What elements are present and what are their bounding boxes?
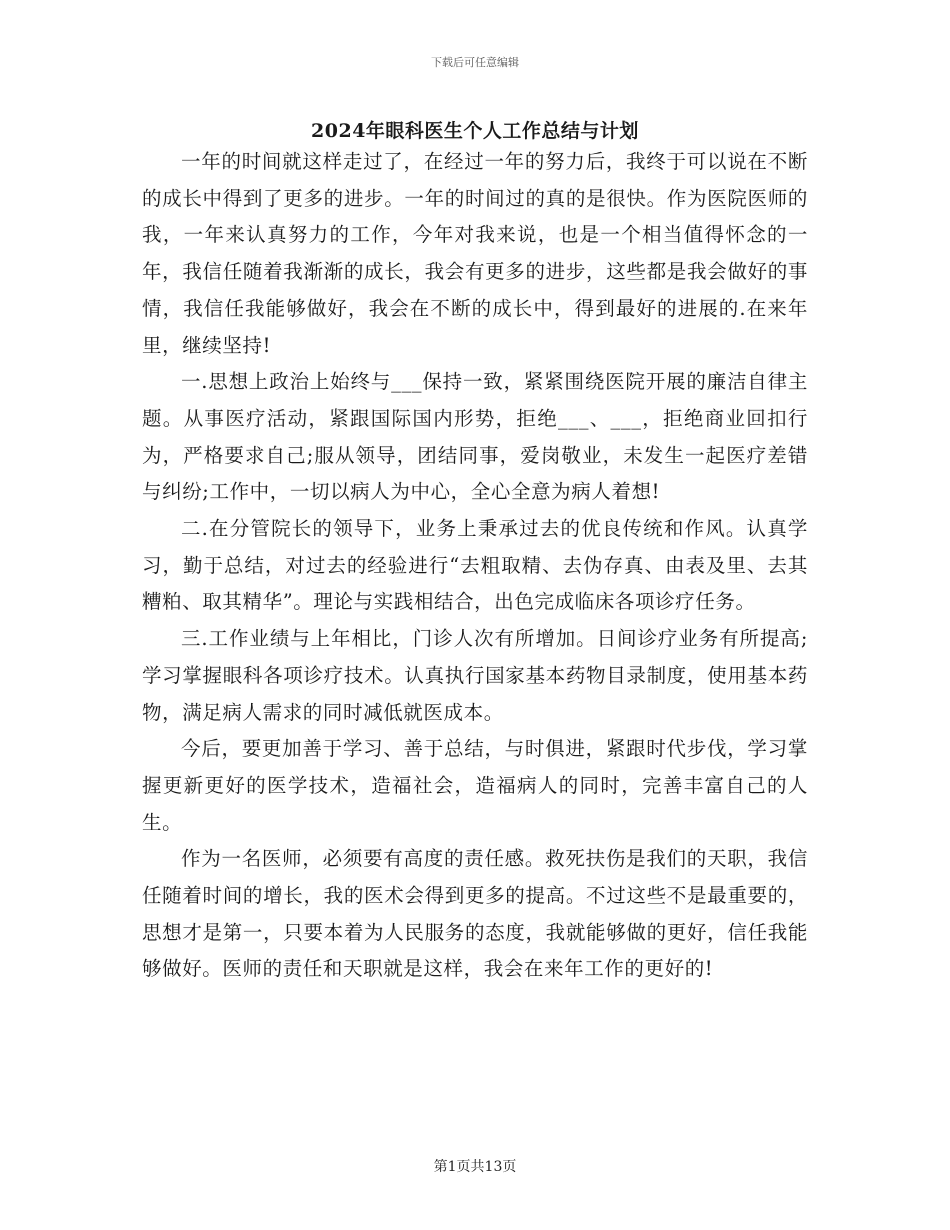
- paragraph-intro: 一年的时间就这样走过了，在经过一年的努力后，我终于可以说在不断的成长中得到了更多的进步。一年的时间过的真的是很快。作为医院医师的我，一年来认真努力的工作，今年对我来说，也是一个相当值得怀念的一年，我信任随着我渐渐的成长，我会有更多的进步，这些都是我会做好的事情，我信任我能够做好，我会在不断的成长中，得到最好的进展的.在来年里，继续坚持!: [142, 150, 808, 357]
- document-title: 2024年眼科医生个人工作总结与计划: [311, 120, 639, 142]
- paragraph-responsibility: 作为一名医师，必须要有高度的责任感。救死扶伤是我们的天职，我信任随着时间的增长，我的医术会得到更多的提高。不过这些不是最重要的，思想才是第一，只要本着为人民服务的态度，我就能够做的更好，信任我能够做好。医师的责任和天职就是这样，我会在来年工作的更好的!: [142, 847, 808, 981]
- paragraph-section-2: 二.在分管院长的领导下，业务上秉承过去的优良传统和作风。认真学习，勤于总结，对过去的经验进行“去粗取精、去伪存真、由表及里、去其糟粕、取其精华”。理论与实践相结合，出色完成临床各项诊疗任务。: [142, 517, 808, 614]
- paragraph-future: 今后，要更加善于学习、善于总结，与时俱进，紧跟时代步伐，学习掌握更新更好的医学技术，造福社会，造福病人的同时，完善丰富自己的人生。: [142, 737, 808, 834]
- header-note: 下载后可任意编辑: [431, 56, 519, 69]
- paragraph-section-1: 一.思想上政治上始终与___保持一致，紧紧围绕医院开展的廉洁自律主题。从事医疗活动，紧跟国际国内形势，拒绝___、___，拒绝商业回扣行为，严格要求自己;服从领导，团结同事，爱岗敬业，未发生一起医疗差错与纠纷;工作中，一切以病人为中心，全心全意为病人着想!: [142, 370, 808, 504]
- document-body: [142, 144, 808, 988]
- paragraph-section-3: 三.工作业绩与上年相比，门诊人次有所增加。日间诊疗业务有所提高;学习掌握眼科各项诊疗技术。认真执行国家基本药物目录制度，使用基本药物，满足病人需求的同时减低就医成本。: [142, 627, 808, 724]
- page-number-footer: 第1页共13页: [433, 1159, 517, 1175]
